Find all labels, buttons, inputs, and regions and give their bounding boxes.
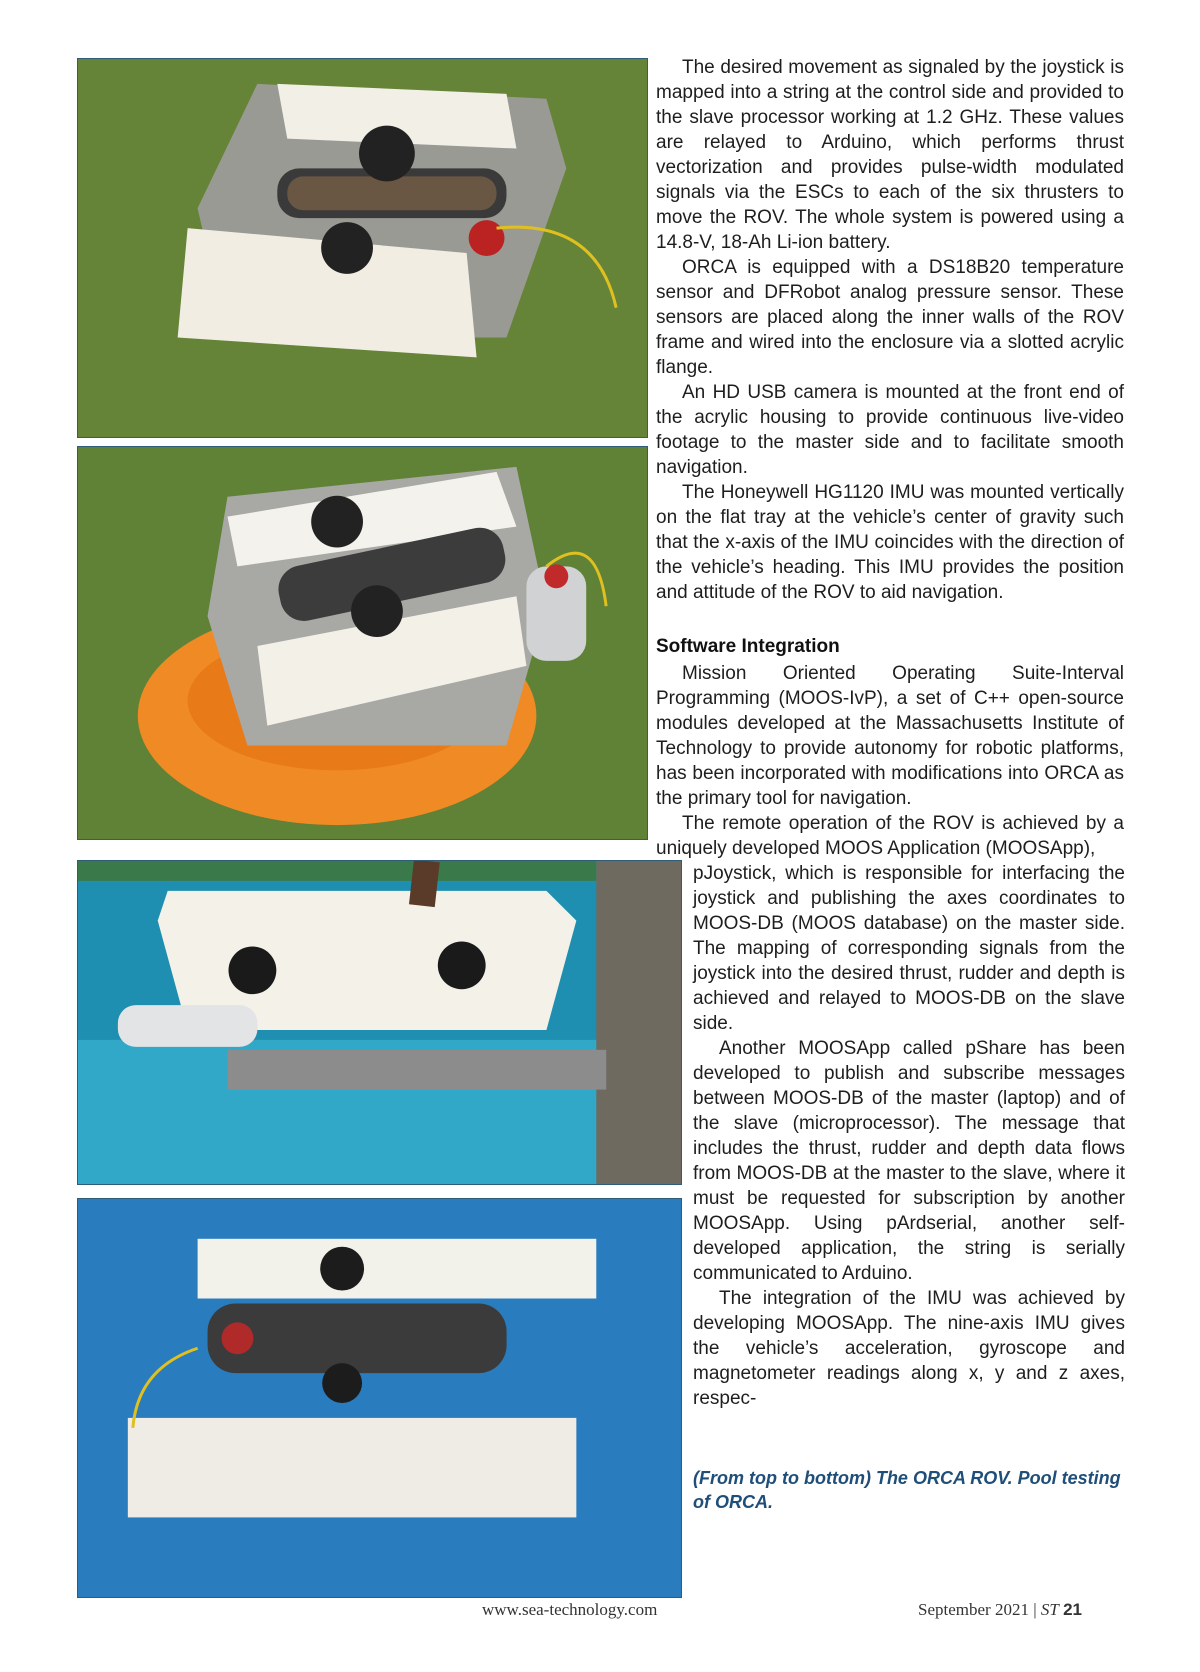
article-column-bottom xyxy=(693,861,1125,1411)
article-column-top xyxy=(656,55,1124,605)
paragraph-joystick-mapping: The desired movement as signaled by the joystick is mapped into a string at the control side and provided to the slave processor working at 1.2 GHz. These values are relayed to Arduino, which performs thrust vectorization and provides pulse-width modulated signals via the ESCs to each of the six thrusters to move the ROV. The whole system is powered using a 14.8-V, 18-Ah Li-ion battery. xyxy=(656,57,1124,253)
paragraph-remote-operation-start: The remote operation of the ROV is achieved by a uniquely developed MOOS Application (MOOSApp), xyxy=(656,813,1124,859)
paragraph-pshare: Another MOOSApp called pShare has been developed to publish and subscribe messages between MOOS-DB of the master (laptop) and of the slave (microprocessor). The message that includes the thrust, rudder and depth data flows from MOOS-DB at the master to the slave, where it must be requested for subscription by another MOOSApp. Using pArdserial, another self-developed application, the string is serially communicated to Arduino. xyxy=(693,1038,1125,1284)
footer-date: September 2021 | xyxy=(918,1600,1037,1619)
paragraph-remote-operation-rest: pJoystick, which is responsible for interfacing the joystick and publishing the axes coordinates to MOOS-DB (MOOS database) on the master side. The mapping of corresponding signals from the joystick into the desired thrust, rudder and depth is achieved and relayed to MOOS-DB on the slave side. xyxy=(693,863,1125,1034)
paragraph-sensors: ORCA is equipped with a DS18B20 temperature sensor and DFRobot analog pressure sensor. These sensors are placed along the inner walls of the ROV frame and wired into the enclosure via a slotted acrylic flange. xyxy=(656,257,1124,378)
rov-photo-on-grass xyxy=(77,58,648,438)
rov-pool-launch-photo xyxy=(77,860,682,1185)
footer-issue-info xyxy=(918,1600,1082,1620)
figure-caption: (From top to bottom) The ORCA ROV. Pool testing of ORCA. xyxy=(693,1468,1121,1512)
paragraph-imu: The Honeywell HG1120 IMU was mounted vertically on the flat tray at the vehicle’s center of gravity such that the x-axis of the IMU coincides with the direction of the vehicle’s heading. This IMU provides the position and attitude of the ROV to aid navigation. xyxy=(656,482,1124,603)
footer-magazine: ST xyxy=(1040,1600,1059,1619)
section-heading-software-integration: Software Integration xyxy=(656,636,840,657)
paragraph-camera: An HD USB camera is mounted at the front end of the acrylic housing to provide continuous live-video footage to the master side and to facilitate smooth navigation. xyxy=(656,382,1124,478)
footer-website: www.sea-technology.com xyxy=(482,1600,658,1619)
article-column-software xyxy=(656,661,1124,861)
rov-photo-with-float-ring xyxy=(77,446,648,840)
page-number: 21 xyxy=(1063,1600,1082,1619)
rov-floating-in-pool-photo xyxy=(77,1198,682,1598)
paragraph-moos-ivp: Mission Oriented Operating Suite-Interval Programming (MOOS-IvP), a set of C++ open-source modules developed at the Massachusetts Institute of Technology to provide autonomy for robotic platforms, has been incorporated with modifications into ORCA as the primary tool for navigation. xyxy=(656,663,1124,809)
paragraph-imu-integration: The integration of the IMU was achieved by developing MOOSApp. The nine-axis IMU gives the vehicle’s acceleration, gyroscope and magnetometer readings along x, y and z axes, respec- xyxy=(693,1288,1125,1409)
